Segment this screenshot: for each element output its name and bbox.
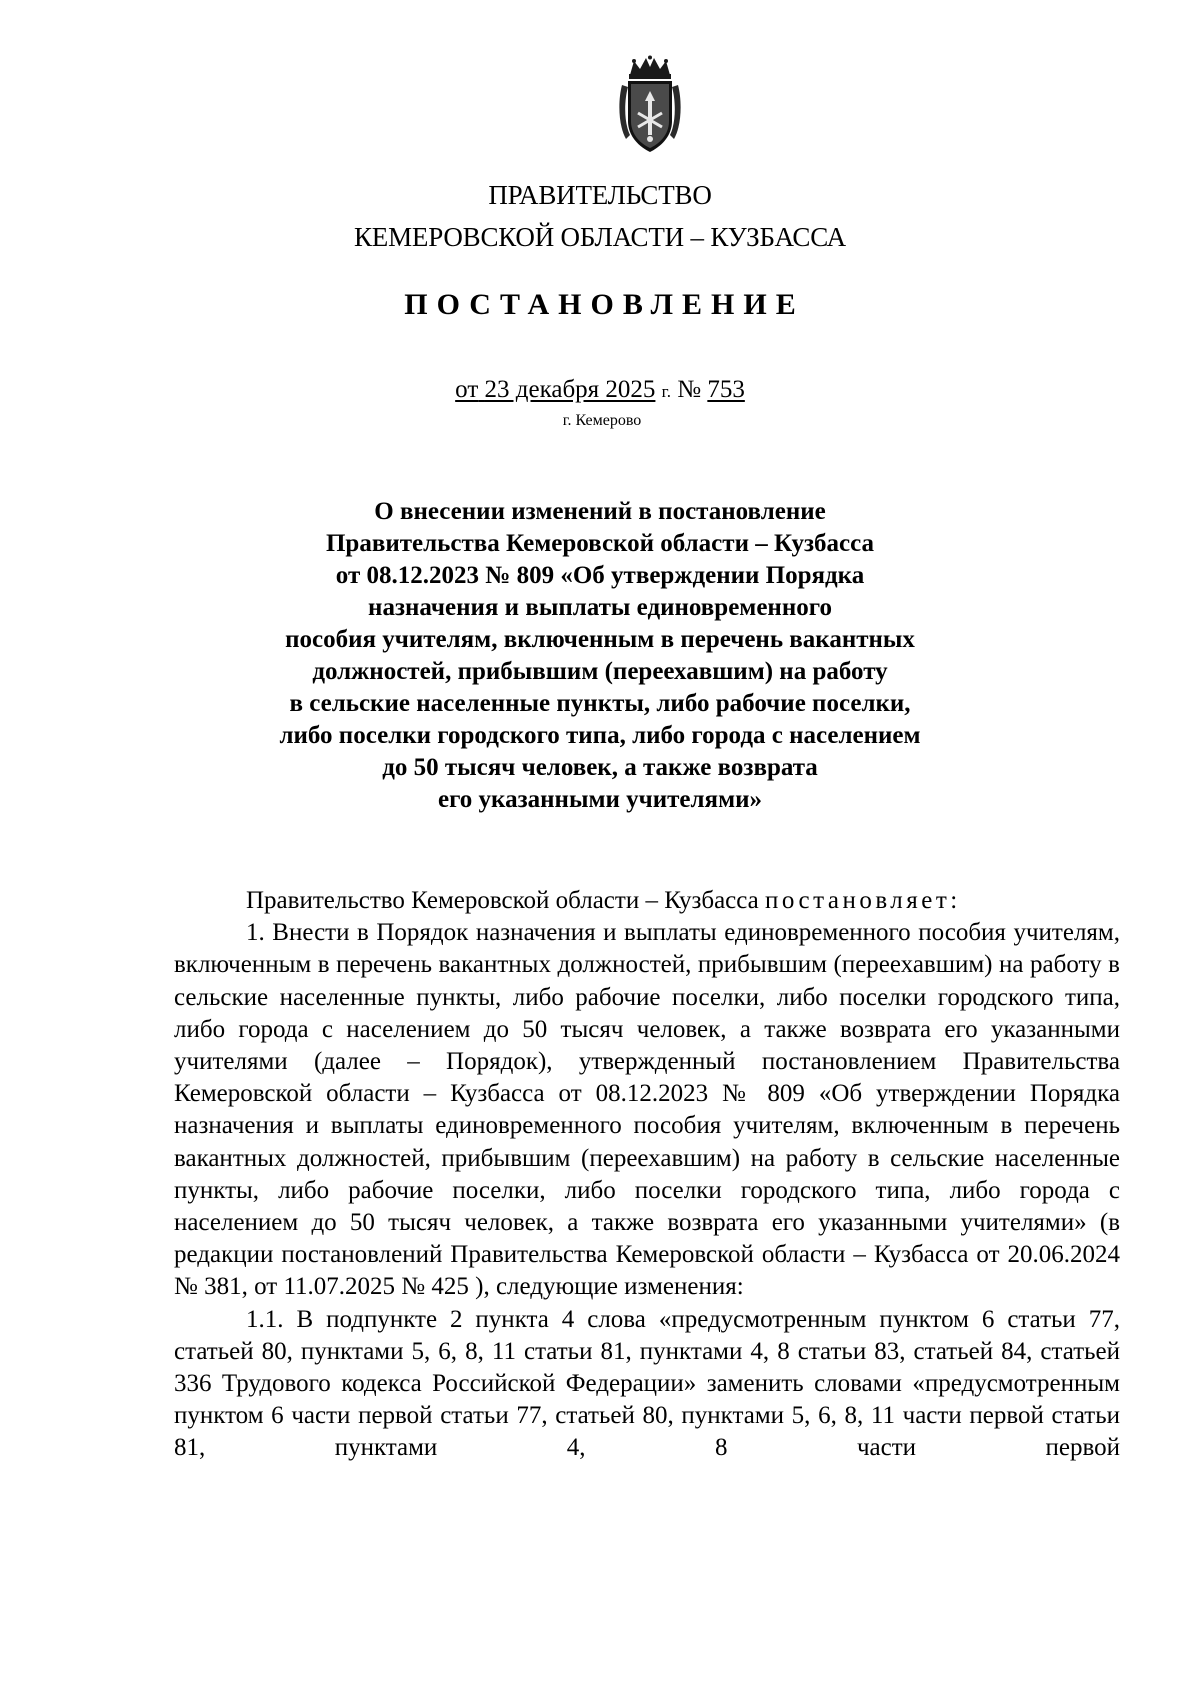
title-line: либо поселки городского типа, либо города с населением: [279, 722, 921, 749]
title-line: назначения и выплаты единовременного: [368, 594, 832, 621]
title-line: пособия учителям, включенным в перечень вакантных: [285, 626, 915, 653]
preamble-text: Правительство Кемеровской области – Кузбасса: [246, 887, 766, 914]
document-number: 753: [707, 376, 745, 403]
document-type: ПОСТАНОВЛЕНИЕ: [404, 288, 805, 321]
number-sign: №: [677, 376, 702, 403]
preamble-paragraph: [174, 885, 1120, 917]
government-name-line2: КЕМЕРОВСКОЙ ОБЛАСТИ – КУЗБАССА: [354, 222, 846, 252]
title-line: в сельские населенные пункты, либо рабочие поселки,: [289, 690, 911, 717]
title-line: от 08.12.2023 № 809 «Об утверждении Порядка: [335, 562, 865, 589]
preamble-verb: постановляет:: [765, 887, 961, 914]
date-number-line: [0, 376, 1200, 404]
document-date: 23 декабря 2025: [484, 376, 656, 403]
city: г. Кемерово: [562, 412, 642, 429]
document-body: [174, 885, 1120, 1465]
title-line: О внесении изменений в постановление: [374, 498, 826, 525]
government-name-line1: ПРАВИТЕЛЬСТВО: [488, 180, 712, 210]
date-prefix: от: [455, 376, 479, 403]
title-line: Правительства Кемеровской области – Кузбасса: [325, 530, 875, 557]
document-title: [0, 496, 1200, 816]
title-line: должностей, прибывшим (переехавшим) на работу: [312, 658, 888, 685]
item-1-paragraph: 1. Внести в Порядок назначения и выплаты единовременного пособия учителям, включенным в перечень вакантных должностей, прибывшим (переехавшим) на работу в сельские населенные пункты, либо рабочие поселки, либо поселки городского типа, либо города с населением до 50 тысяч человек, а также возврата его указанными учителями (далее – Порядок), утвержденный постановлением Правительства Кемеровской области – Кузбасса от 08.12.2023 № 809 «Об утверждении Порядка назначения и выплаты единовременного пособия учителям, включенным в перечень вакантных должностей, прибывшим (переехавшим) на работу в сельские населенные пункты, либо рабочие поселки, либо поселки городского типа, либо города с населением до 50 тысяч человек, а также возврата его указанными учителями» (в редакции постановлений Правительства Кемеровской области – Кузбасса от 20.06.2024 № 381, от 11.07.2025 № 425 ), следующие изменения:: [174, 919, 1120, 1301]
title-line: до 50 тысяч человек, а также возврата: [382, 754, 818, 781]
title-line: его указанными учителями»: [437, 786, 763, 813]
year-suffix: г.: [661, 382, 671, 401]
coat-of-arms-icon: [616, 55, 684, 155]
item-1-1-paragraph: 1.1. В подпункте 2 пункта 4 слова «предусмотренным пунктом 6 статьи 77, статьей 80, пунктами 5, 6, 8, 11 статьи 81, пунктами 4, 8 статьи 83, статьей 84, статьей 336 Трудового кодекса Российской Федерации» заменить словами «предусмотренным пунктом 6 части первой статьи 77, статьей 80, пунктами 5, 6, 8, 11 части первой статьи 81, пунктами 4, 8 части первой: [174, 1305, 1120, 1462]
